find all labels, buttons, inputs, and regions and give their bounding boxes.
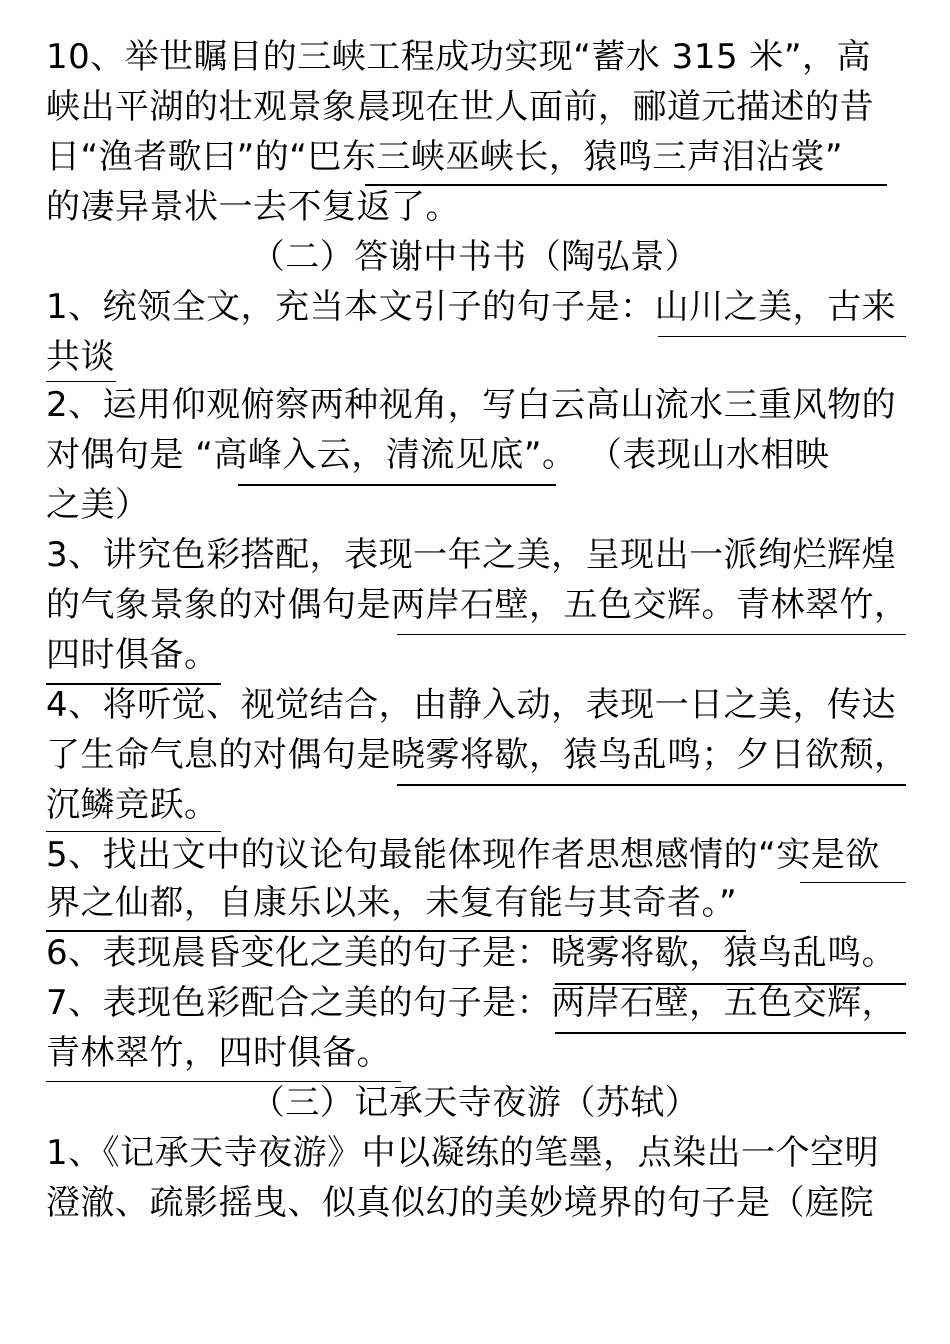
text-line: 青林翠竹，四时俱备。 xyxy=(46,1033,391,1073)
text-line: 了生命气息的对偶句是晓雾将歇，猿鸟乱鸣；夕日欲颓， xyxy=(46,735,909,775)
answer-underline xyxy=(658,336,906,337)
text-line: 界之仙都，自康乐以来，未复有能与其奇者。” xyxy=(46,883,738,923)
answer-underline xyxy=(555,983,906,985)
answer-underline xyxy=(46,831,221,832)
answer-underline xyxy=(397,634,906,635)
text-line: 7、表现色彩配合之美的句子是：两岸石壁，五色交辉， xyxy=(46,983,897,1023)
text-line: 5、找出文中的议论句最能体现作者思想感情的“实是欲 xyxy=(46,835,880,875)
text-line: 之美） xyxy=(46,485,150,525)
text-line: 峡出平湖的壮观景象晨现在世人面前，郦道元描述的昔 xyxy=(46,87,874,127)
section-heading: （二）答谢中书书（陶弘景） xyxy=(250,237,700,277)
text-line: 4、将听觉、视觉结合，由静入动，表现一日之美，传达 xyxy=(46,685,897,725)
text-line: 共谈 xyxy=(46,337,115,377)
answer-underline xyxy=(238,484,556,486)
text-line: 6、表现晨昏变化之美的句子是：晓雾将歇，猿鸟乱鸣。 xyxy=(46,933,897,973)
text-line: 的气象景象的对偶句是两岸石壁，五色交辉。青林翠竹， xyxy=(46,585,909,625)
answer-underline xyxy=(46,381,116,382)
text-line: 的凄异景状一去不复返了。 xyxy=(46,187,460,227)
text-line: 1、《记承天寺夜游》中以凝练的笔墨，点染出一个空明 xyxy=(46,1133,880,1173)
text-line: 沉鳞竞跃。 xyxy=(46,785,219,825)
text-line: 对偶句是 “高峰入云，清流见底”。 （表现山水相映 xyxy=(46,435,830,475)
answer-underline xyxy=(555,1032,906,1034)
answer-underline xyxy=(397,784,906,786)
text-line: 3、讲究色彩搭配，表现一年之美，呈现出一派绚烂辉煌 xyxy=(46,535,897,575)
text-line: 2、运用仰观俯察两种视角，写白云高山流水三重风物的 xyxy=(46,385,897,425)
text-line: 1、统领全文，充当本文引子的句子是：山川之美，古来 xyxy=(46,287,897,327)
text-line: 澄澈、疏影摇曳、似真似幻的美妙境界的句子是（庭院 xyxy=(46,1183,874,1223)
text-line: 四时俱备。 xyxy=(46,635,219,675)
answer-underline xyxy=(800,882,906,883)
text-line: 10、举世瞩目的三峡工程成功实现“蓄水 315 米”，高 xyxy=(46,37,872,77)
section-heading: （三）记承天寺夜游（苏轼） xyxy=(250,1083,700,1123)
text-line: 日“渔者歌曰”的“巴东三峡巫峡长，猿鸣三声泪沾裳” xyxy=(46,137,843,177)
